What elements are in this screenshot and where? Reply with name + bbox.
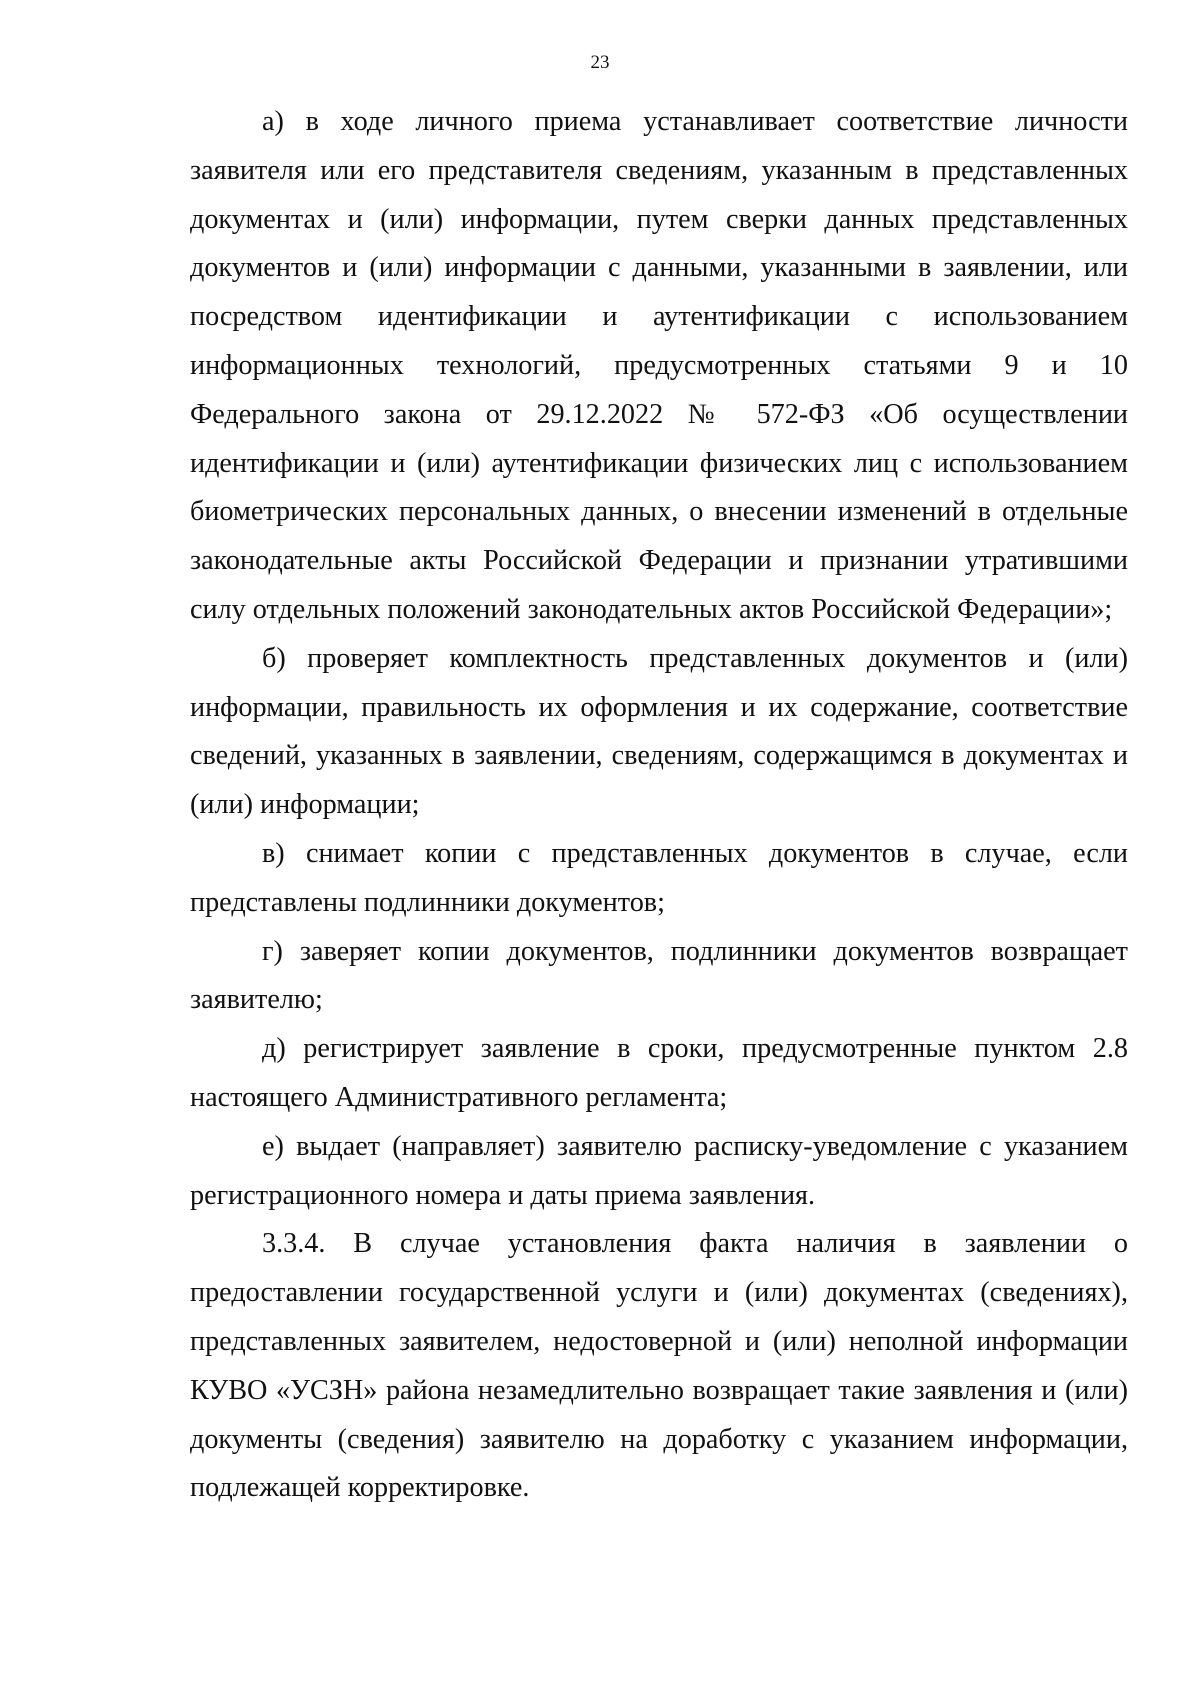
paragraph-a-identity-check: а) в ходе личного приема устанавливает соответствие личности заявителя или его представителя сведениям, указанным в представленных документах и (или) информации, путем сверки данных представленных документов и (или) информации с данными, указанными в заявлении, или посредством идентификации и аутентификации с использованием информационных технологий, предусмотренных статьями 9 и 10 Федерального закона от 29.12.2022 № 572-ФЗ «Об осуществлении идентификации и (или) аутентификации физических лиц с использованием биометрических персональных данных, о внесении изменений в отдельные законодательные акты Российской Федерации и признании утратившими силу отдельных положений законодательных актов Российской Федерации»; — [190, 106, 1128, 625]
paragraph-v-copies: в) снимает копии с представленных документов в случае, если представлены подлинники документов; — [190, 837, 1128, 918]
paragraph-b-completeness-check: б) проверяет комплектность представленных документов и (или) информации, правильность их оформления и их содержание, соответствие сведений, указанных в заявлении, сведениям, содержащимся в документах и (или) информации; — [190, 642, 1128, 821]
paragraph-e-receipt: е) выдает (направляет) заявителю расписку-уведомление с указанием регистрационного номера и даты приема заявления. — [190, 1130, 1128, 1211]
paragraph-g-certify-copies: г) заверяет копии документов, подлинники документов возвращает заявителю; — [190, 935, 1128, 1016]
paragraph-d-registration: д) регистрирует заявление в сроки, предусмотренные пунктом 2.8 настоящего Административного регламента; — [190, 1033, 1128, 1113]
document-body — [190, 98, 1128, 1513]
paragraph-3-3-4: 3.3.4. В случае установления факта наличия в заявлении о предоставлении государственной услуги и (или) документах (сведениях), представленных заявителем, недостоверной и (или) неполной информации КУВО «УСЗН» района незамедлительно возвращает такие заявления и (или) документы (сведения) заявителю на доработку с указанием информации, подлежащей корректировке. — [190, 1228, 1128, 1504]
page-number: 23 — [590, 52, 610, 73]
